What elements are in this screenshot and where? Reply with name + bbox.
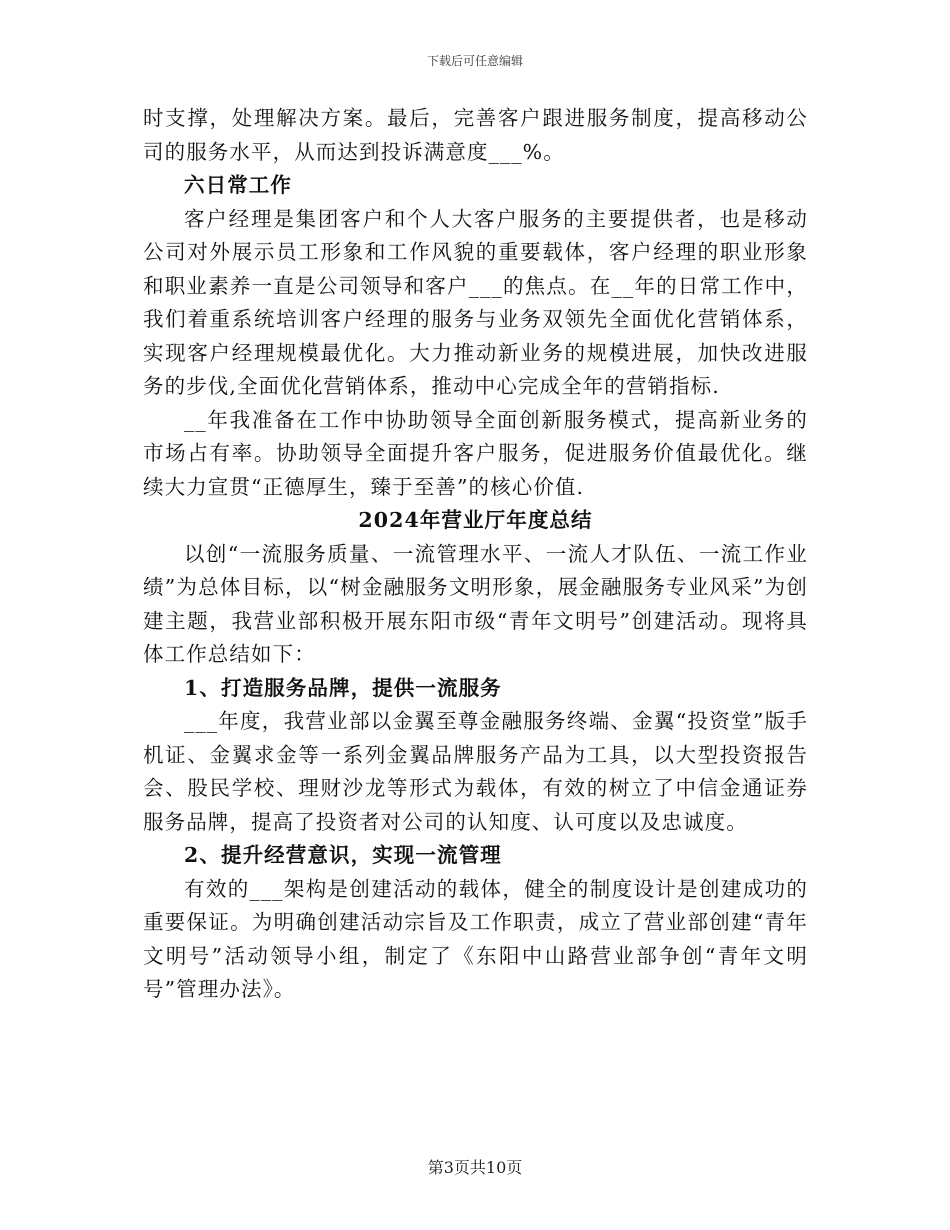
- document-body: [143, 102, 808, 1007]
- paragraph-intro: 以创“一流服务质量、一流管理水平、一流人才队伍、一流工作业绩”为总体目标，以“树金融服务文明形象，展金融服务专业风采”为创建主题，我营业部积极开展东阳市级“青年文明号”创建活动。现将具体工作总结如下：: [143, 541, 808, 666]
- page-number-footer: 第3页共10页: [427, 1158, 523, 1177]
- header-note: 下载后可任意编辑: [426, 54, 523, 68]
- section-heading-2: 2、提升经营意识，实现一流管理: [184, 843, 502, 867]
- section-heading-daily-work: 六日常工作: [184, 173, 292, 197]
- section-heading-1: 1、打造服务品牌，提供一流服务: [184, 675, 502, 700]
- paragraph-daily-work-1: 客户经理是集团客户和个人大客户服务的主要提供者，也是移动公司对外展示员工形象和工作风貌的重要载体，客户经理的职业形象和职业素养一直是公司领导和客户___的焦点。在__年的日常工作中，我们着重系统培训客户经理的服务与业务双领先全面优化营销体系，实现客户经理规模最优化。大力推动新业务的规模进展，加快改进服务的步伐,全面优化营销体系，推动中心完成全年的营销指标.: [143, 206, 808, 398]
- paragraph-section-1: ___年度，我营业部以金翼至尊金融服务终端、金翼“投资堂”版手机证、金翼求金等一系列金翼品牌服务产品为工具，以大型投资报告会、股民学校、理财沙龙等形式为载体，有效的树立了中信金通证券服务品牌，提高了投资者对公司的认知度、认可度以及忠诚度。: [143, 709, 808, 834]
- document-title: 2024年营业厅年度总结: [358, 508, 593, 532]
- paragraph-section-2: 有效的___架构是创建活动的载体，健全的制度设计是创建成功的重要保证。为明确创建活动宗旨及工作职责，成立了营业部创建“青年文明号”活动领导小组，制定了《东阳中山路营业部争创“青年文明号”管理办法》。: [143, 876, 808, 1001]
- paragraph-daily-work-2: __年我准备在工作中协助领导全面创新服务模式，提高新业务的市场占有率。协助领导全面提升客户服务，促进服务价值最优化。继续大力宣贯“正德厚生，臻于至善”的核心价值.: [143, 407, 808, 499]
- paragraph-continued: 时支撑，处理解决方案。最后，完善客户跟进服务制度，提高移动公司的服务水平，从而达到投诉满意度___%。: [143, 106, 808, 164]
